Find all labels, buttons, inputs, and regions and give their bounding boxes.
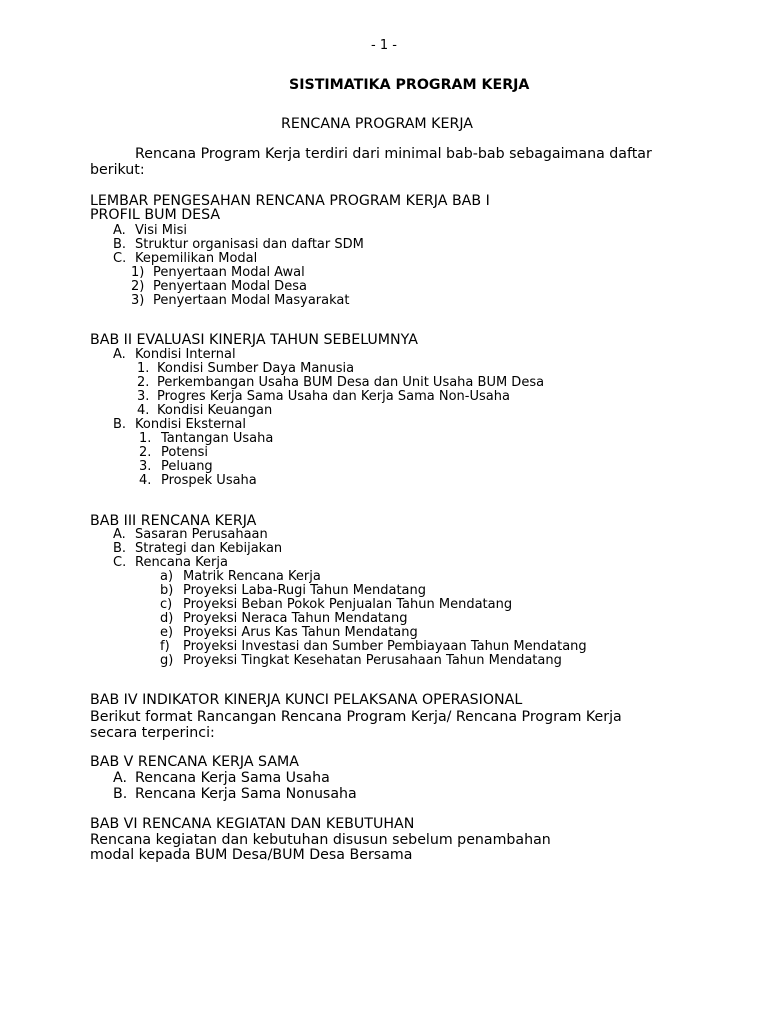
list-subitem: e) Proyeksi Arus Kas Tahun Mendatang — [160, 625, 418, 640]
list-item: C. Rencana Kerja — [113, 555, 228, 570]
list-subitem: 2. Perkembangan Usaha BUM Desa dan Unit Usaha BUM Desa — [137, 375, 545, 390]
bab6-line-2: modal kepada BUM Desa/BUM Desa Bersama — [90, 847, 413, 863]
list-subitem: 4. Kondisi Keuangan — [137, 403, 273, 418]
page-number: - 1 - — [371, 38, 397, 53]
list-subitem: 1. Tantangan Usaha — [139, 431, 274, 446]
list-subitem: d) Proyeksi Neraca Tahun Mendatang — [160, 611, 408, 626]
list-subitem: 2) Penyertaan Modal Desa — [131, 279, 307, 294]
bab4-line-2: secara terperinci: — [90, 725, 215, 741]
list-subitem: a) Matrik Rencana Kerja — [160, 569, 321, 584]
bab2-heading: BAB II EVALUASI KINERJA TAHUN SEBELUMNYA — [90, 332, 418, 348]
bab5-heading: BAB V RENCANA KERJA SAMA — [90, 754, 299, 770]
list-subitem: 3) Penyertaan Modal Masyarakat — [131, 293, 350, 308]
list-subitem: f) Proyeksi Investasi dan Sumber Pembiayaan Tahun Mendatang — [160, 639, 587, 654]
document-subtitle: RENCANA PROGRAM KERJA — [281, 116, 473, 132]
list-subitem: 3. Progres Kerja Sama Usaha dan Kerja Sama Non-Usaha — [137, 389, 510, 404]
bab4-heading: BAB IV INDIKATOR KINERJA KUNCI PELAKSANA OPERASIONAL — [90, 692, 523, 708]
list-subitem: b) Proyeksi Laba-Rugi Tahun Mendatang — [160, 583, 426, 598]
list-item: A. Visi Misi — [113, 223, 187, 238]
list-subitem: 3. Peluang — [139, 459, 213, 474]
list-item: A. Kondisi Internal — [113, 347, 236, 362]
list-item: A. Rencana Kerja Sama Usaha — [113, 770, 330, 786]
bab4-line-1: Berikut format Rancangan Rencana Program Kerja/ Rencana Program Kerja — [90, 709, 622, 725]
list-item: A. Sasaran Perusahaan — [113, 527, 268, 542]
list-subitem: 1. Kondisi Sumber Daya Manusia — [137, 361, 355, 376]
list-item: B. Kondisi Eksternal — [113, 417, 246, 432]
list-subitem: 1) Penyertaan Modal Awal — [131, 265, 305, 280]
bab1-heading-line-2: PROFIL BUM DESA — [90, 207, 221, 223]
intro-line-1: Rencana Program Kerja terdiri dari minimal bab-bab sebagaimana daftar — [135, 146, 652, 162]
list-subitem: c) Proyeksi Beban Pokok Penjualan Tahun Mendatang — [160, 597, 513, 612]
list-subitem: g) Proyeksi Tingkat Kesehatan Perusahaan Tahun Mendatang — [160, 653, 562, 668]
bab3-heading: BAB III RENCANA KERJA — [90, 513, 257, 529]
bab6-line-1: Rencana kegiatan dan kebutuhan disusun sebelum penambahan — [90, 832, 551, 848]
list-item: C. Kepemilikan Modal — [113, 251, 258, 266]
list-item: B. Strategi dan Kebijakan — [113, 541, 283, 556]
bab6-heading: BAB VI RENCANA KEGIATAN DAN KEBUTUHAN — [90, 816, 415, 832]
list-subitem: 2. Potensi — [139, 445, 209, 460]
intro-line-2: berikut: — [90, 162, 145, 178]
document-title: SISTIMATIKA PROGRAM KERJA — [289, 77, 530, 93]
list-subitem: 4. Prospek Usaha — [139, 473, 257, 488]
list-item: B. Rencana Kerja Sama Nonusaha — [113, 786, 357, 802]
bab1-heading-line-1: LEMBAR PENGESAHAN RENCANA PROGRAM KERJA BAB I — [90, 193, 490, 209]
list-item: B. Struktur organisasi dan daftar SDM — [113, 237, 364, 252]
